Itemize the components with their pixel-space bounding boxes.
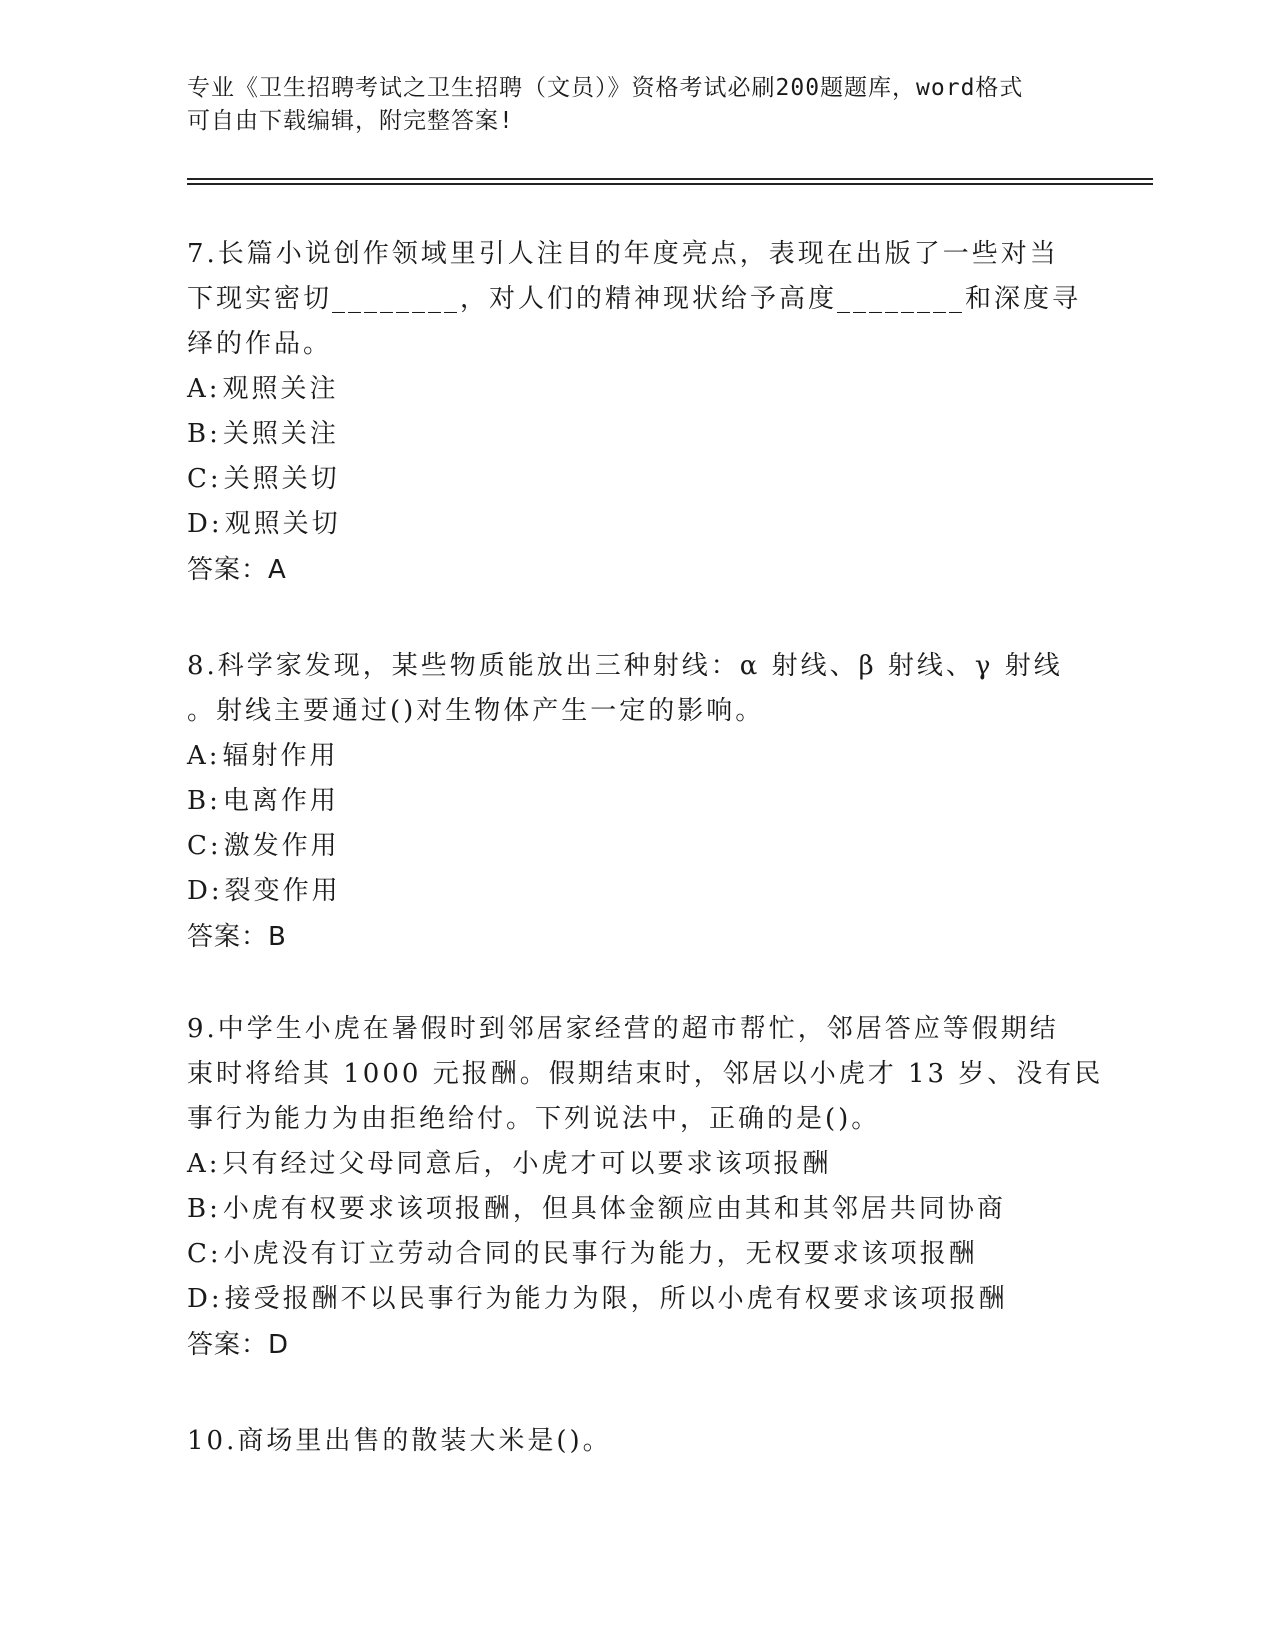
header-divider-top <box>187 178 1153 180</box>
header-line-1: 专业《卫生招聘考试之卫生招聘（文员）》资格考试必刷200题题库，word格式 <box>187 75 1024 101</box>
option-b <box>187 1187 1087 1232</box>
option-text: 辐射作用 <box>222 741 339 771</box>
option-key: D: <box>187 1284 223 1314</box>
option-a <box>187 1142 1087 1187</box>
question-text-line: 绎的作品。 <box>187 329 333 359</box>
option-key: D: <box>187 509 223 539</box>
option-text: 观照关切 <box>224 509 341 539</box>
question-text-line: 7.长篇小说创作领域里引人注目的年度亮点，表现在出版了一些对当 <box>187 239 1059 269</box>
option-key: C: <box>187 831 222 861</box>
option-text: 观照关注 <box>222 374 339 404</box>
answer-line: 答案：D <box>187 1330 290 1360</box>
option-text: 电离作用 <box>222 786 339 816</box>
option-key: A: <box>187 1149 221 1179</box>
header-line-2: 可自由下载编辑，附完整答案! <box>187 108 514 134</box>
option-b <box>187 412 1087 457</box>
option-key: B: <box>187 786 221 816</box>
option-text: 小虎有权要求该项报酬，但具体金额应由其和其邻居共同协商 <box>222 1194 1006 1224</box>
header-divider-bottom <box>187 183 1153 185</box>
answer-line: 答案：A <box>187 555 287 585</box>
option-text: 小虎没有订立劳动合同的民事行为能力，无权要求该项报酬 <box>223 1239 978 1269</box>
answer-line: 答案：B <box>187 922 287 952</box>
question-text-line: 束时将给其 1000 元报酬。假期结束时，邻居以小虎才 13 岁、没有民 <box>187 1059 1104 1089</box>
option-text: 关照关切 <box>223 464 340 494</box>
question-text-line: 下现实密切________，对人们的精神现状给予高度________和深度寻 <box>187 284 1082 314</box>
question-text-line: 。射线主要通过()对生物体产生一定的影响。 <box>187 696 765 726</box>
option-key: A: <box>187 741 221 771</box>
option-text: 只有经过父母同意后，小虎才可以要求该项报酬 <box>222 1149 832 1179</box>
question-text-line: 10.商场里出售的散装大米是()。 <box>187 1426 612 1456</box>
option-a <box>187 734 1087 779</box>
option-key: C: <box>187 464 222 494</box>
option-key: A: <box>187 374 221 404</box>
option-d <box>187 502 1087 547</box>
option-a <box>187 367 1087 412</box>
option-c <box>187 824 1087 869</box>
option-d <box>187 1277 1087 1322</box>
question-block <box>187 1007 1104 1368</box>
question-block <box>187 232 1087 593</box>
option-key: C: <box>187 1239 222 1269</box>
option-key: B: <box>187 419 221 449</box>
document-header <box>187 72 1087 138</box>
question-block <box>187 644 1087 960</box>
question-text-line: 8.科学家发现，某些物质能放出三种射线：α 射线、β 射线、γ 射线 <box>187 651 1063 681</box>
option-text: 接受报酬不以民事行为能力为限，所以小虎有权要求该项报酬 <box>224 1284 1008 1314</box>
option-c <box>187 1232 1087 1277</box>
question-text-line: 9.中学生小虎在暑假时到邻居家经营的超市帮忙，邻居答应等假期结 <box>187 1014 1059 1044</box>
option-c <box>187 457 1087 502</box>
option-key: D: <box>187 876 223 906</box>
option-key: B: <box>187 1194 221 1224</box>
option-text: 裂变作用 <box>224 876 341 906</box>
option-b <box>187 779 1087 824</box>
question-block <box>187 1419 1087 1464</box>
question-text-line: 事行为能力为由拒绝给付。下列说法中，正确的是()。 <box>187 1104 881 1134</box>
option-d <box>187 869 1087 914</box>
option-text: 激发作用 <box>223 831 340 861</box>
option-text: 关照关注 <box>222 419 339 449</box>
